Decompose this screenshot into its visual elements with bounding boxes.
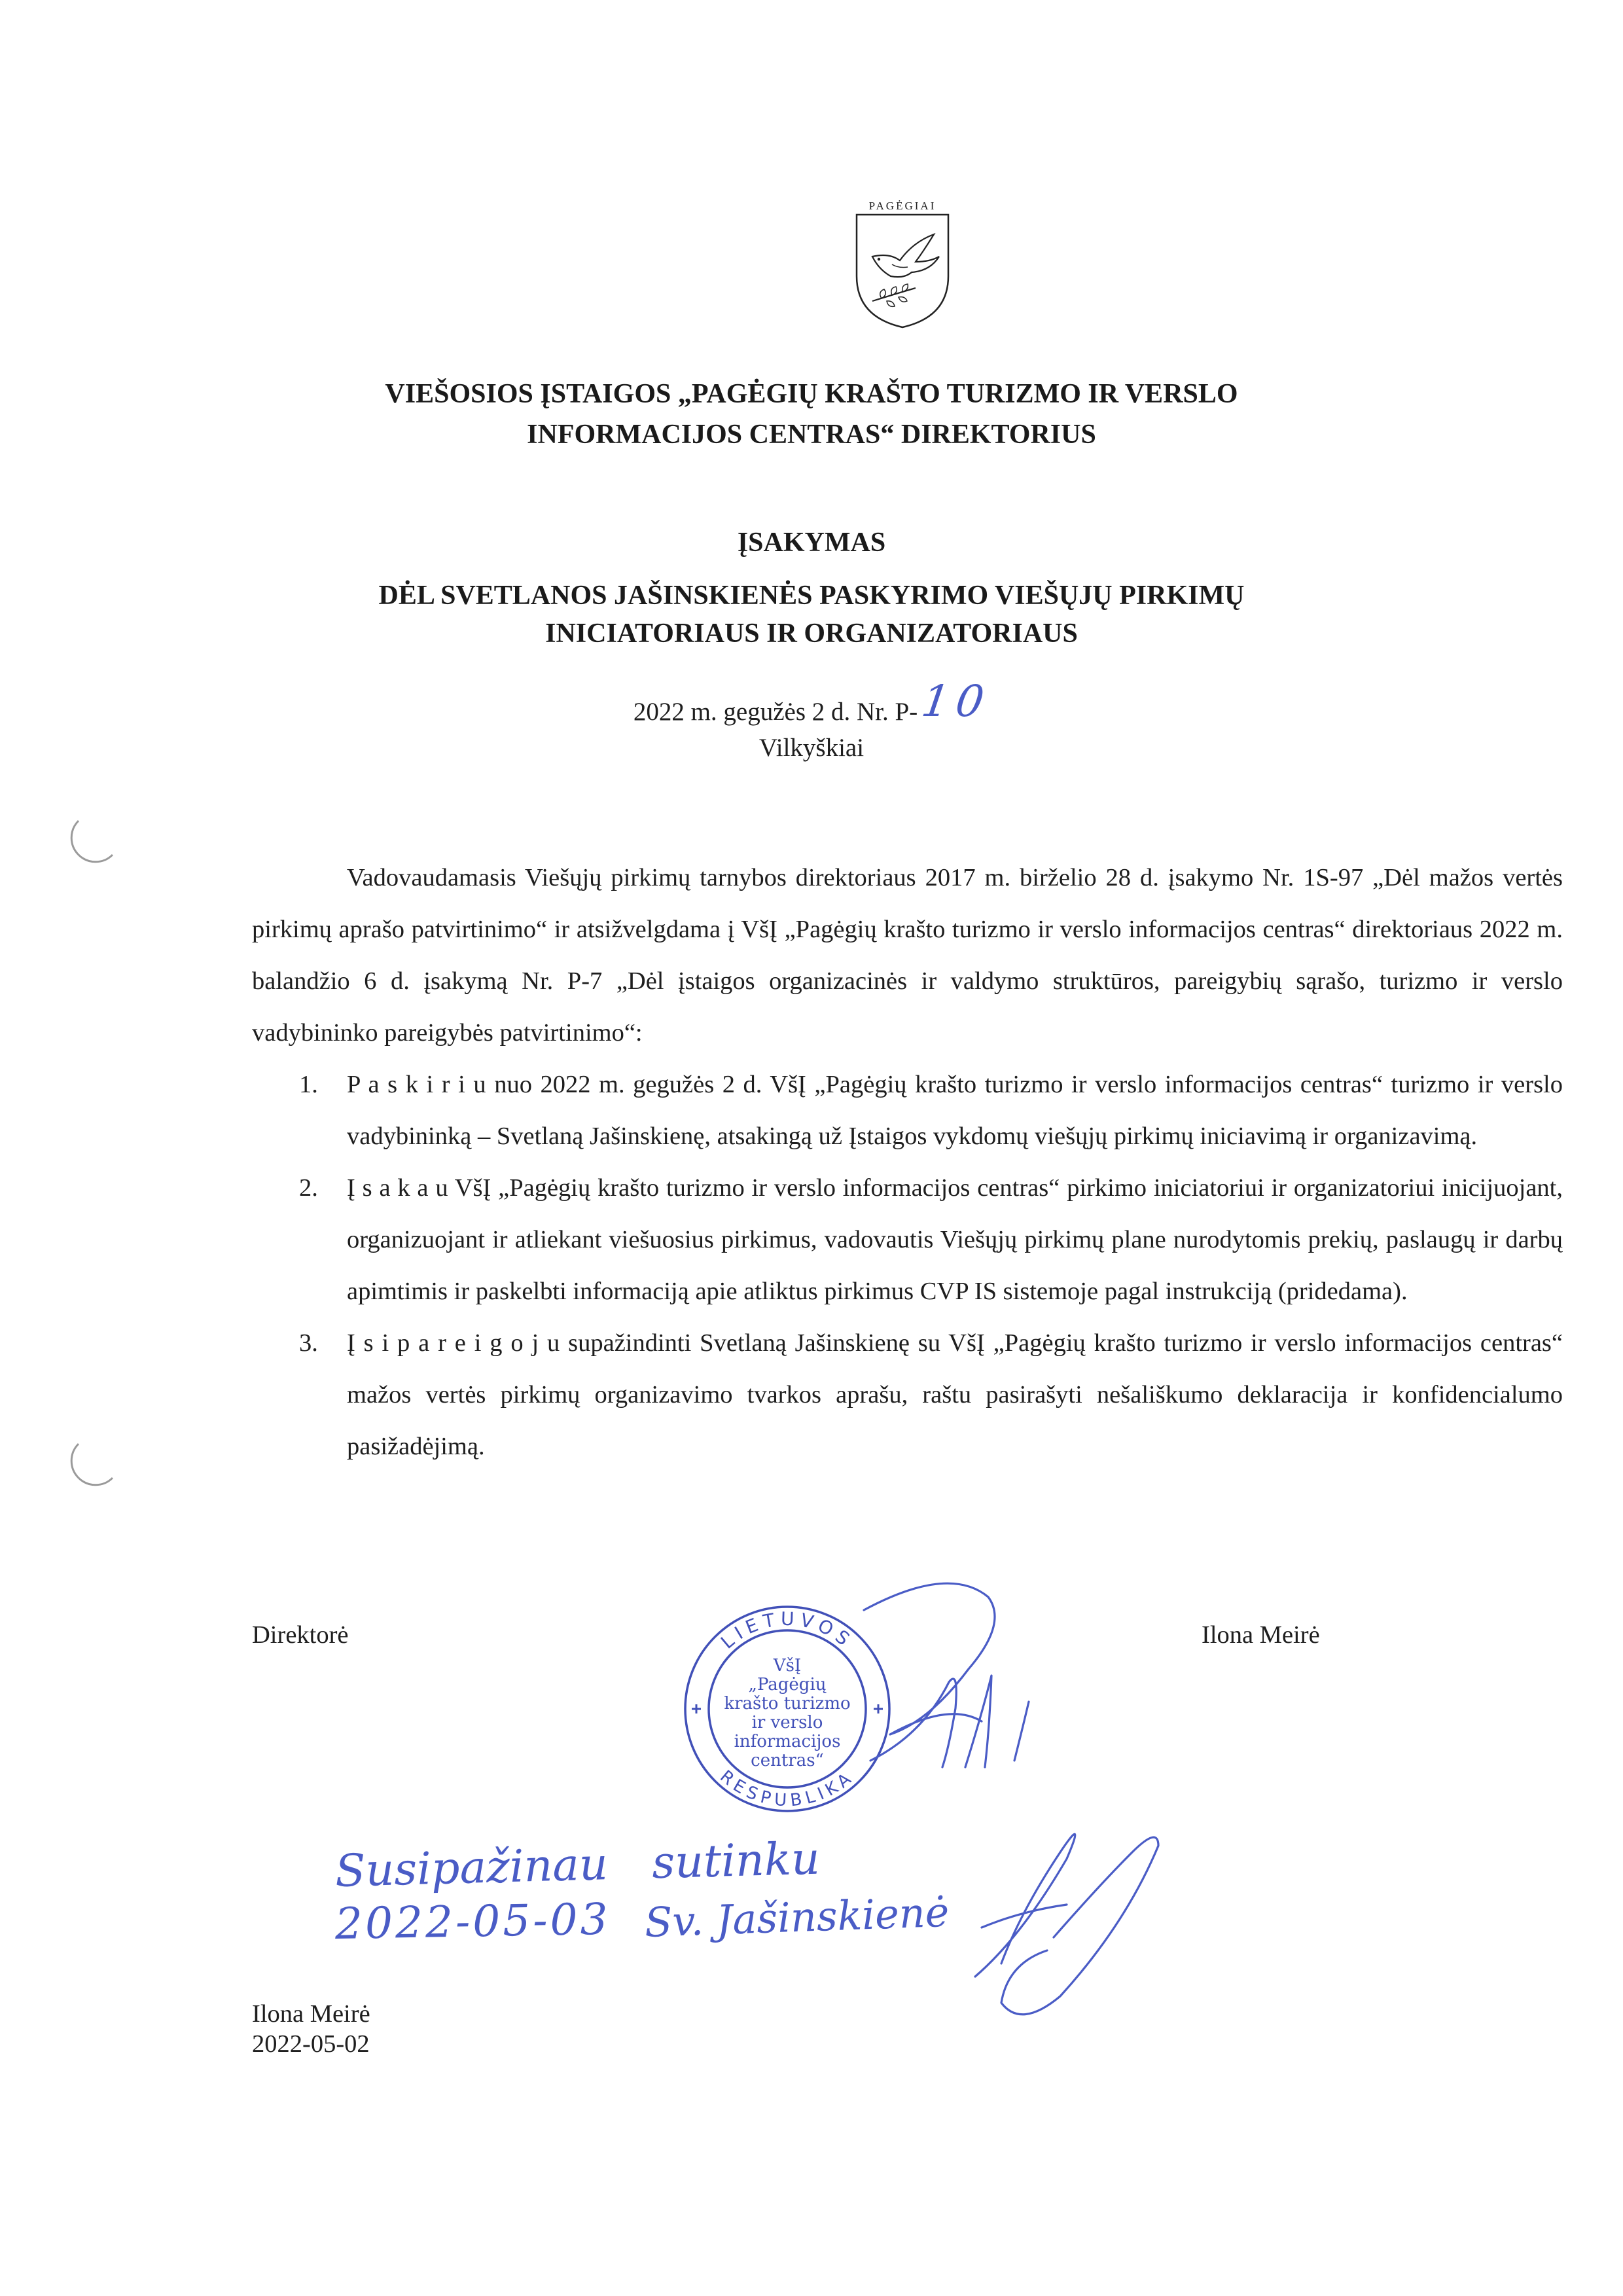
stamp-line: „Pagėgių (748, 1675, 827, 1695)
item-lead-word: Į s a k a u (347, 1174, 448, 1202)
svg-text:RESPUBLIKA (716, 1767, 858, 1810)
item-text: VšĮ „Pagėgių krašto turizmo ir verslo informacijos centras“ pirkimo iniciatoriui ir organizatoriui inicijuojant, organizuojant ir atliekant viešuosius pirkimus, vadovautis Viešųjų pirkimų plane nurodytomis prekių, paslaugų ir darbų apimtimis ir paskelbti informaciją apie atliktus pirkimus CVP IS sistemoje pagal instrukciją (pridedama). (347, 1174, 1563, 1305)
intro-paragraph: Vadovaudamasis Viešųjų pirkimų tarnybos direktoriaus 2017 m. birželio 28 d. įsakymo Nr. 1S-97 „Dėl mažos vertės pirkimų aprašo patvirtinimo“ ir atsižvelgdama į VšĮ „Pagėgių krašto turizmo ir verslo informacijos centras“ direktoriaus 2022 m. balandžio 6 d. įsakymą Nr. P-7 „Dėl įstaigos organizacinės ir valdymo struktūros, pareigybių sąrašo, turizmo ir verslo vadybininko pareigybės patvirtinimo“: (252, 864, 1563, 1047)
item-lead-word: Į s i p a r e i g o j u (347, 1329, 560, 1357)
stamp-line: informacijos (734, 1732, 841, 1751)
handwritten-signature-strokes (851, 1571, 1270, 2029)
item-number: 3. (299, 1329, 318, 1357)
order-subject-line: INICIATORIAUS IR ORGANIZATORIAUS (545, 619, 1078, 649)
order-item (252, 1059, 1563, 1162)
institution-heading-line: INFORMACIJOS CENTRAS“ DIREKTORIUS (527, 420, 1096, 450)
stamp-line: centras“ (751, 1751, 824, 1770)
item-text: nuo 2022 m. gegužės 2 d. VšĮ „Pagėgių krašto turizmo ir verslo informacijos centras“ turizmo ir verslo vadybininką – Svetlaną Jašinskienę, atsakingą už Įstaigos vykdomų viešųjų pirkimų iniciavimą ir organizavimą. (347, 1071, 1563, 1150)
stamp-line: ir verslo (751, 1713, 823, 1732)
order-title: ĮSAKYMAS (737, 528, 886, 558)
stamp-bottom-arc-text: RESPUBLIKA (716, 1767, 859, 1811)
footer-name: Ilona Meirė (252, 2000, 370, 2028)
order-body (252, 852, 1563, 1473)
institution-heading-line: VIEŠOSIOS ĮSTAIGOS „PAGĖGIŲ KRAŠTO TURIZMO IR VERSLO (385, 379, 1238, 409)
order-item (252, 1318, 1563, 1473)
stamp-line: VšĮ (773, 1656, 802, 1676)
punch-hole-mark (65, 809, 124, 868)
punch-hole-mark (65, 1432, 124, 1491)
item-lead-word: P a s k i r i u (347, 1071, 486, 1098)
signatory-name: Ilona Meirė (1202, 1621, 1320, 1649)
pagegiai-crest-icon (853, 196, 952, 334)
handwritten-acknowledgement: Susipažinau sutinku (334, 1833, 821, 1897)
signatory-role: Direktorė (252, 1621, 349, 1649)
item-text: supažindinti Svetlaną Jašinskienę su VšĮ „Pagėgių krašto turizmo ir verslo informacijos centras“ mažos vertės pirkimų organizavimo tvarkos aprašu, raštu pasirašyti nešališkumo deklaracija ir konfidencialumo pasižadėjimą. (347, 1329, 1563, 1460)
institution-heading (0, 374, 1623, 455)
order-subject (0, 577, 1623, 653)
order-date-prefix: 2022 m. gegužės 2 d. Nr. P- (633, 698, 918, 726)
order-item (252, 1162, 1563, 1318)
item-number: 2. (299, 1174, 318, 1202)
item-number: 1. (299, 1071, 318, 1098)
handwritten-name: Sv. Jašinskienė (643, 1888, 950, 1946)
stamp-line: krašto turizmo (724, 1694, 851, 1713)
order-subject-line: DĖL SVETLANOS JAŠINSKIENĖS PASKYRIMO VIEŠŲJŲ PIRKIMŲ (378, 581, 1245, 611)
stamp-top-arc-text: LIETUVOS (717, 1607, 858, 1653)
crest-label: PAGĖGIAI (868, 200, 936, 212)
handwritten-date: 2022-05-03 (334, 1893, 611, 1949)
order-place: Vilkyškiai (758, 734, 865, 762)
footer-date: 2022-05-02 (252, 2030, 370, 2058)
handwritten-order-number: 10 (918, 676, 994, 726)
